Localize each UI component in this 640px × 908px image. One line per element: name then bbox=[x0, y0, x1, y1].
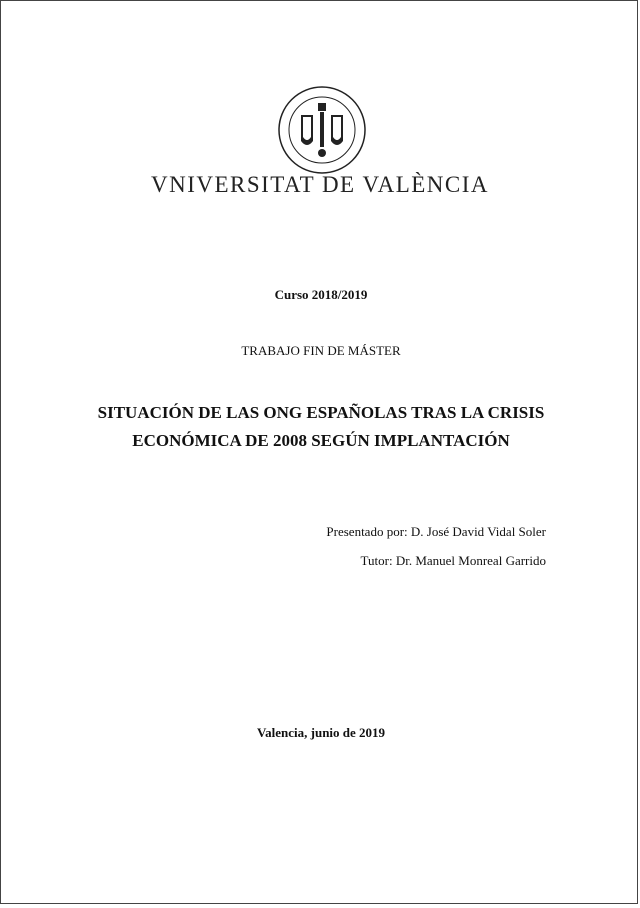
place-date: Valencia, junio de 2019 bbox=[256, 725, 386, 740]
document-title: SITUACIÓN DE LAS ONG ESPAÑOLAS TRAS LA CRISIS ECONÓMICA DE 2008 SEGÚN IMPLANTACIÓN bbox=[97, 403, 545, 450]
author-line: Presentado por: D. José David Vidal Soler bbox=[326, 524, 546, 539]
tutor-line: Tutor: Dr. Manuel Monreal Garrido bbox=[360, 553, 546, 568]
university-name: VNIVERSITAT DE VALÈNCIA bbox=[150, 172, 490, 197]
work-type-label: TRABAJO FIN DE MÁSTER bbox=[241, 343, 401, 358]
course-label: Curso 2018/2019 bbox=[274, 287, 368, 302]
university-seal-icon bbox=[277, 85, 367, 175]
